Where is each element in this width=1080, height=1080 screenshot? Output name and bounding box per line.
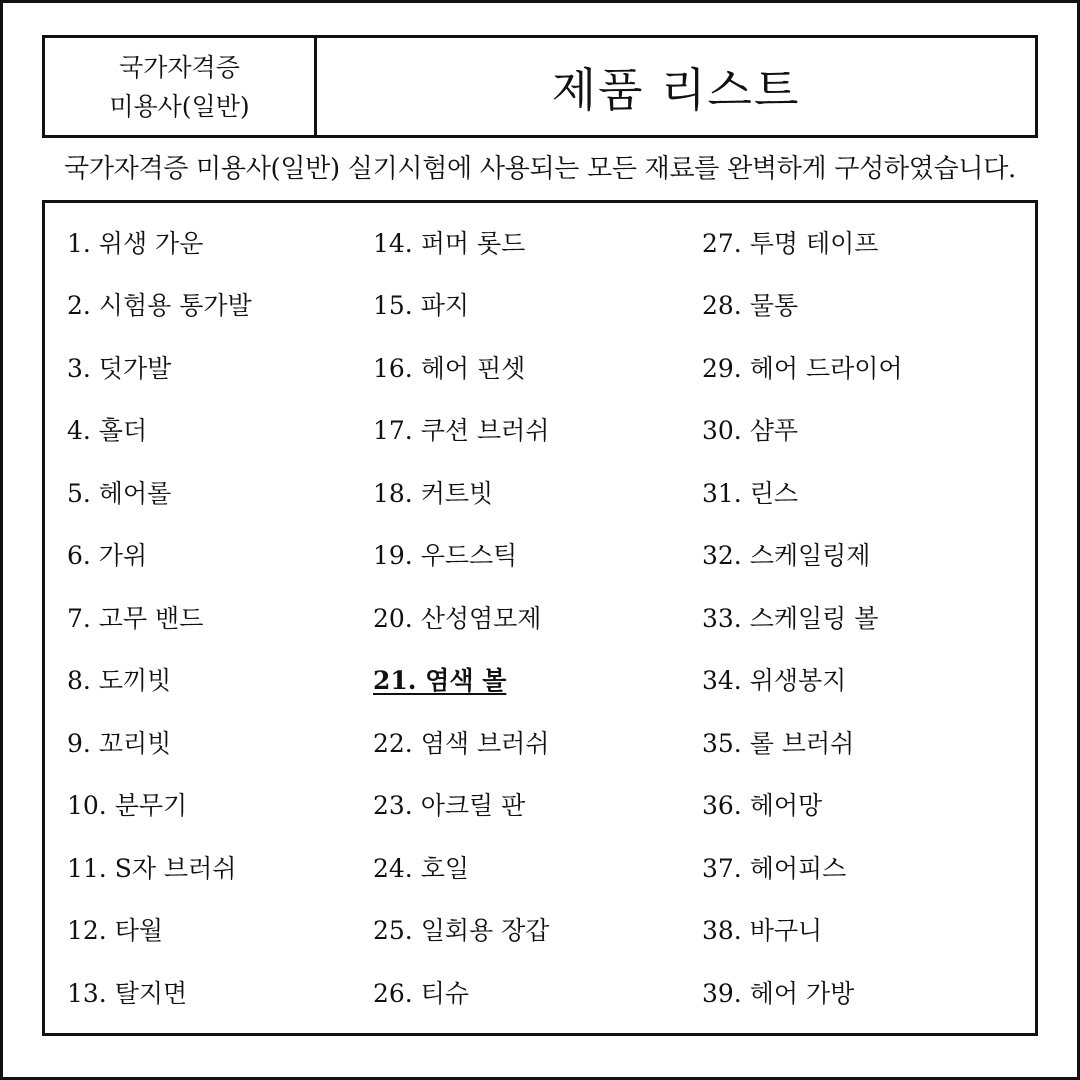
list-item: 17. 쿠션 브러쉬 (373, 416, 550, 445)
list-item: 19. 우드스틱 (373, 541, 518, 570)
list-item: 35. 롤 브러쉬 (702, 729, 855, 758)
list-item: 25. 일회용 장갑 (373, 916, 550, 945)
certificate-line-1: 국가자격증 (119, 52, 240, 82)
list-item: 11. S자 브러쉬 (67, 854, 237, 883)
list-item: 2. 시험용 통가발 (67, 291, 252, 320)
list-item: 29. 헤어 드라이어 (702, 354, 903, 383)
list-item: 24. 호일 (373, 854, 470, 883)
list-item: 33. 스케일링 볼 (702, 604, 879, 633)
list-item: 1. 위생 가운 (67, 229, 204, 258)
certificate-line-2: 미용사(일반) (109, 91, 250, 121)
list-item: 34. 위생봉지 (702, 666, 847, 695)
certificate-label (45, 38, 317, 135)
list-item: 20. 산성염모제 (373, 604, 542, 633)
list-item: 27. 투명 테이프 (702, 229, 879, 258)
list-item: 9. 꼬리빗 (67, 729, 172, 758)
list-item: 6. 가위 (67, 541, 148, 570)
list-item-highlighted: 21. 염색 볼 (373, 666, 507, 695)
product-list (42, 200, 1038, 1036)
list-item: 28. 물통 (702, 291, 799, 320)
list-item: 30. 샴푸 (702, 416, 799, 445)
description-text: 국가자격증 미용사(일반) 실기시험에 사용되는 모든 재료를 완벽하게 구성하였습니다. (64, 154, 1016, 184)
list-item: 15. 파지 (373, 291, 470, 320)
list-item: 5. 헤어롤 (67, 479, 172, 508)
list-item: 10. 분무기 (67, 791, 188, 820)
list-item: 7. 고무 밴드 (67, 604, 204, 633)
list-item: 32. 스케일링제 (702, 541, 871, 570)
list-item: 23. 아크릴 판 (373, 791, 526, 820)
header-table (42, 35, 1038, 138)
page-title: 제품 리스트 (551, 62, 801, 117)
list-item: 8. 도끼빗 (67, 666, 172, 695)
list-item: 26. 티슈 (373, 979, 470, 1008)
list-item: 18. 커트빗 (373, 479, 494, 508)
list-item: 39. 헤어 가방 (702, 979, 855, 1008)
list-item: 36. 헤어망 (702, 791, 823, 820)
list-item: 13. 탈지면 (67, 979, 188, 1008)
list-item: 38. 바구니 (702, 916, 823, 945)
list-item: 37. 헤어피스 (702, 854, 847, 883)
list-item: 31. 린스 (702, 479, 799, 508)
list-item: 14. 퍼머 롯드 (373, 229, 526, 258)
list-item: 3. 덧가발 (67, 354, 172, 383)
list-item: 22. 염색 브러쉬 (373, 729, 550, 758)
list-item: 4. 홀더 (67, 416, 148, 445)
list-item: 12. 타월 (67, 916, 164, 945)
list-item: 16. 헤어 핀셋 (373, 354, 526, 383)
